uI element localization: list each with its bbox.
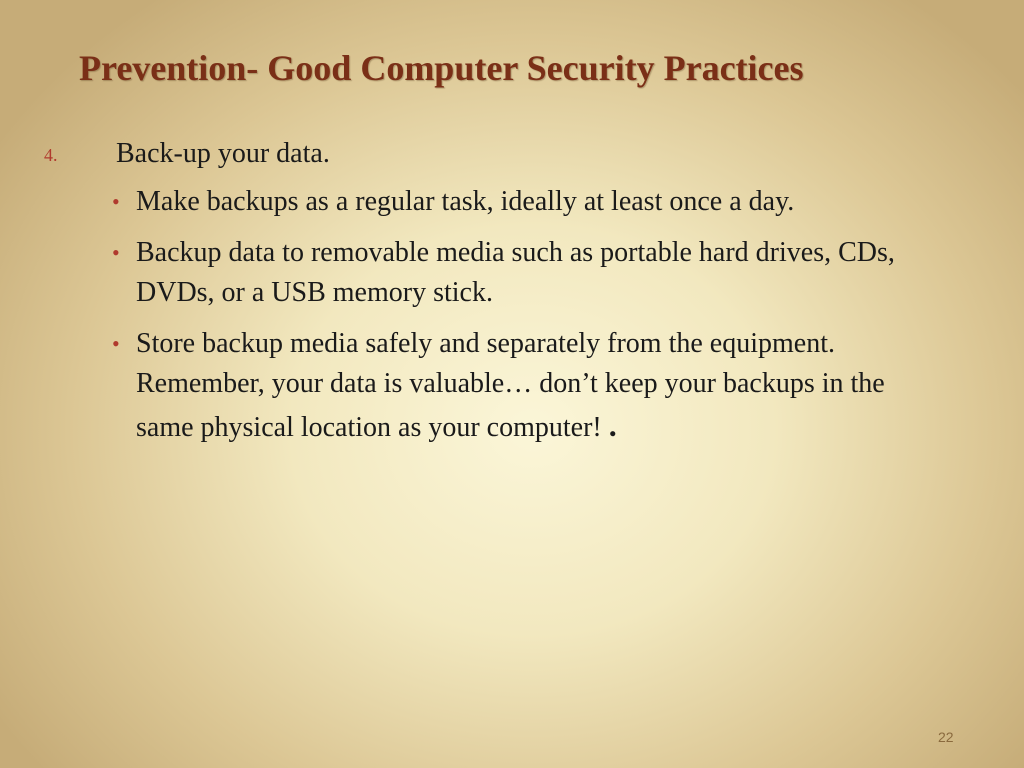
bullet-item [112, 324, 912, 449]
item-number: 4. [44, 145, 58, 165]
bullet-text: Store backup media safely and separately from the equipment. Remember, your data is valuable… don’t keep your backups in the same physical location as your computer! [136, 327, 885, 443]
slide-title: Prevention- Good Computer Security Practices [79, 48, 804, 88]
bullet-dot-icon: • [112, 239, 120, 265]
bold-period: . [608, 406, 617, 443]
bullet-text: Backup data to removable media such as portable hard drives, CDs, DVDs, or a USB memory stick. [136, 236, 895, 308]
bullet-text: Make backups as a regular task, ideally at least once a day. [136, 186, 795, 217]
bullet-text-with-period [136, 324, 912, 449]
bullet-item [112, 233, 912, 314]
page-number: 22 [938, 729, 954, 745]
bullet-dot-icon: • [112, 189, 120, 214]
bullet-list [112, 182, 912, 458]
bullet-item [112, 182, 912, 223]
item-heading: Back-up your data. [116, 138, 330, 169]
bullet-dot-icon: • [112, 330, 120, 356]
